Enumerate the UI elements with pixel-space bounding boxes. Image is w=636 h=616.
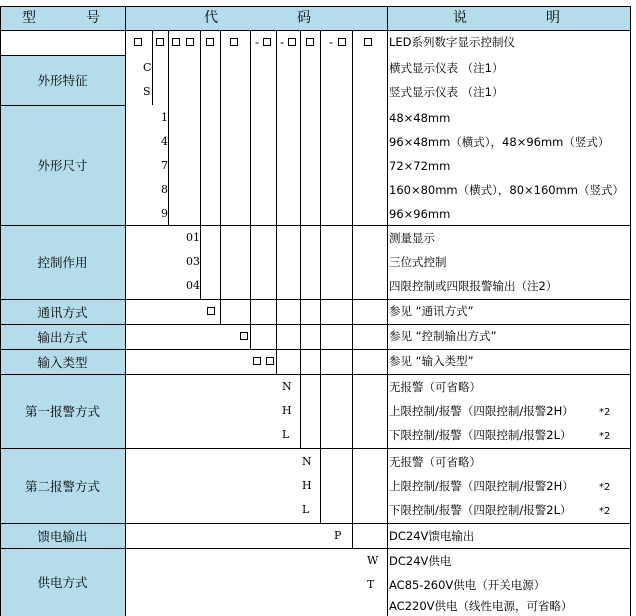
hline-alarm1 xyxy=(0,448,631,449)
alarm1-desc-3: 下限控制/报警（四限控制/报警2L） xyxy=(389,428,572,442)
hline-shape xyxy=(0,105,125,106)
label-alarm1 xyxy=(0,374,125,448)
label-alarm2 xyxy=(0,448,125,523)
alarm2-code-h: H xyxy=(302,479,312,492)
code-box-9 xyxy=(306,38,314,46)
label-input-text: 输入类型 xyxy=(37,354,88,370)
power-code-t: T xyxy=(367,578,375,591)
label-control-text: 控制作用 xyxy=(37,255,88,270)
code-dash-3: - xyxy=(329,35,334,49)
label-power xyxy=(0,548,125,616)
vline-label xyxy=(125,6,126,616)
alarm1-code-l: L xyxy=(282,428,290,441)
label-comm-text: 通讯方式 xyxy=(37,304,88,320)
power-desc-1: DC24V供电 xyxy=(389,554,452,568)
header-model-char1: 型 xyxy=(22,10,36,26)
vline-code-c1 xyxy=(152,30,153,105)
vline-code-c3 xyxy=(200,30,201,299)
alarm1-code-n: N xyxy=(282,380,292,393)
header-desc-char1: 说 xyxy=(453,10,467,26)
label-comm xyxy=(0,299,125,324)
size-code-1: 1 xyxy=(161,111,168,124)
control-desc-2: 三位式控制 xyxy=(389,255,447,269)
control-desc-1: 测量显示 xyxy=(389,231,435,245)
code-box-6 xyxy=(230,38,238,46)
size-code-8: 8 xyxy=(161,183,168,196)
header-code-char2: 码 xyxy=(297,10,311,26)
code-box-4 xyxy=(186,38,194,46)
code-box-1 xyxy=(134,38,142,46)
label-size-text: 外形尺寸 xyxy=(37,158,88,173)
feed-code-p: P xyxy=(334,529,342,542)
code-box-11 xyxy=(364,38,372,46)
hline-input xyxy=(0,374,631,375)
size-desc-1: 48×48mm xyxy=(389,111,451,125)
alarm2-code-l: L xyxy=(302,503,310,516)
alarm2-code-n: N xyxy=(302,455,312,468)
vline-code-c8 xyxy=(320,30,321,523)
header-code-char1: 代 xyxy=(204,10,218,26)
code-row-description: LED系列数字显示控制仪 xyxy=(389,35,516,49)
control-desc-3: 四限控制或四限报警输出（注2） xyxy=(389,279,558,293)
label-input xyxy=(0,349,125,374)
code-box-3 xyxy=(172,38,180,46)
code-dash-1: - xyxy=(255,35,260,49)
hline-top xyxy=(0,6,631,7)
alarm1-code-h: H xyxy=(282,404,292,417)
label-alarm2-text: 第二报警方式 xyxy=(24,478,100,494)
header-model xyxy=(0,6,125,30)
code-box-8 xyxy=(288,38,296,46)
size-desc-4: 160×80mm（横式），80×160mm（竖式） xyxy=(389,183,624,197)
size-desc-2: 96×48mm（横式），48×96mm（竖式） xyxy=(389,135,610,149)
hline-comm xyxy=(0,324,631,325)
label-feed xyxy=(0,523,125,548)
power-code-w: W xyxy=(367,554,379,567)
label-output xyxy=(0,324,125,349)
alarm1-note-1: *2 xyxy=(599,407,611,418)
output-desc: 参见 “控制输出方式” xyxy=(389,329,497,343)
hline-output xyxy=(0,349,631,350)
alarm2-desc-2: 上限控制/报警（四限控制/报警2H） xyxy=(389,479,574,493)
hline-header xyxy=(0,30,631,31)
label-shape-text: 外形特征 xyxy=(37,73,88,88)
size-desc-5: 96×96mm xyxy=(389,207,451,221)
vline-code-c5 xyxy=(250,30,251,349)
header-code xyxy=(125,6,387,30)
label-feed-text: 馈电输出 xyxy=(37,528,88,544)
label-control xyxy=(0,225,125,299)
code-box-2 xyxy=(156,38,164,46)
vline-code-c2 xyxy=(168,30,169,225)
label-shape xyxy=(0,55,125,105)
shape-code-s: S xyxy=(143,85,151,98)
output-code-box xyxy=(240,332,248,340)
input-code-box-2 xyxy=(266,357,274,365)
header-model-char2: 号 xyxy=(86,10,100,26)
shape-desc-1: 横式显示仪表 （注1） xyxy=(389,61,504,75)
vline-code-c9 xyxy=(352,30,353,548)
size-desc-3: 72×72mm xyxy=(389,159,451,173)
vline-code-c6 xyxy=(276,30,277,374)
hline-control xyxy=(0,299,631,300)
hline-alarm2 xyxy=(0,523,631,524)
feed-desc: DC24V馈电输出 xyxy=(389,529,475,543)
hline-code-row-left xyxy=(0,55,125,56)
alarm2-note-2: *2 xyxy=(599,506,611,517)
code-dash-2: - xyxy=(280,35,285,49)
vline-code-c4 xyxy=(220,30,221,324)
vline-left xyxy=(0,6,1,616)
hline-feed xyxy=(0,548,631,549)
code-box-7 xyxy=(263,38,271,46)
header-description xyxy=(387,6,630,30)
label-alarm1-text: 第一报警方式 xyxy=(24,404,100,419)
control-code-03: 03 xyxy=(186,255,200,268)
size-code-4: 4 xyxy=(161,135,168,148)
size-code-9: 9 xyxy=(161,207,168,220)
power-desc-3: AC220V供电（线性电源，可省略） xyxy=(389,599,573,613)
alarm1-desc-2: 上限控制/报警（四限控制/报警2H） xyxy=(389,404,574,418)
input-desc: 参见 “输入类型” xyxy=(389,354,474,368)
comm-desc: 参见 “通讯方式” xyxy=(389,304,474,318)
label-output-text: 输出方式 xyxy=(37,329,88,345)
input-code-box-1 xyxy=(253,357,261,365)
power-desc-2: AC85-260V供电（开关电源） xyxy=(389,578,546,592)
vline-right xyxy=(630,6,631,616)
comm-code-box xyxy=(207,307,215,315)
label-size xyxy=(0,105,125,225)
hline-size xyxy=(0,225,631,226)
alarm2-note-1: *2 xyxy=(599,482,611,493)
control-code-04: 04 xyxy=(186,279,200,292)
header-desc-char2: 明 xyxy=(546,10,560,26)
label-power-text: 供电方式 xyxy=(37,575,88,590)
shape-desc-2: 竖式显示仪表 （注1） xyxy=(389,85,504,99)
size-code-7: 7 xyxy=(161,159,168,172)
code-box-10 xyxy=(338,38,346,46)
vline-desc xyxy=(387,6,388,616)
alarm1-desc-1: 无报警（可省略） xyxy=(389,380,481,394)
vline-code-c7 xyxy=(300,30,301,448)
control-code-01: 01 xyxy=(186,231,200,244)
alarm2-desc-1: 无报警（可省略） xyxy=(389,455,481,469)
alarm2-desc-3: 下限控制/报警（四限控制/报警2L） xyxy=(389,503,572,517)
alarm1-note-2: *2 xyxy=(599,431,611,442)
code-box-5 xyxy=(206,38,214,46)
shape-code-c: C xyxy=(143,61,152,74)
